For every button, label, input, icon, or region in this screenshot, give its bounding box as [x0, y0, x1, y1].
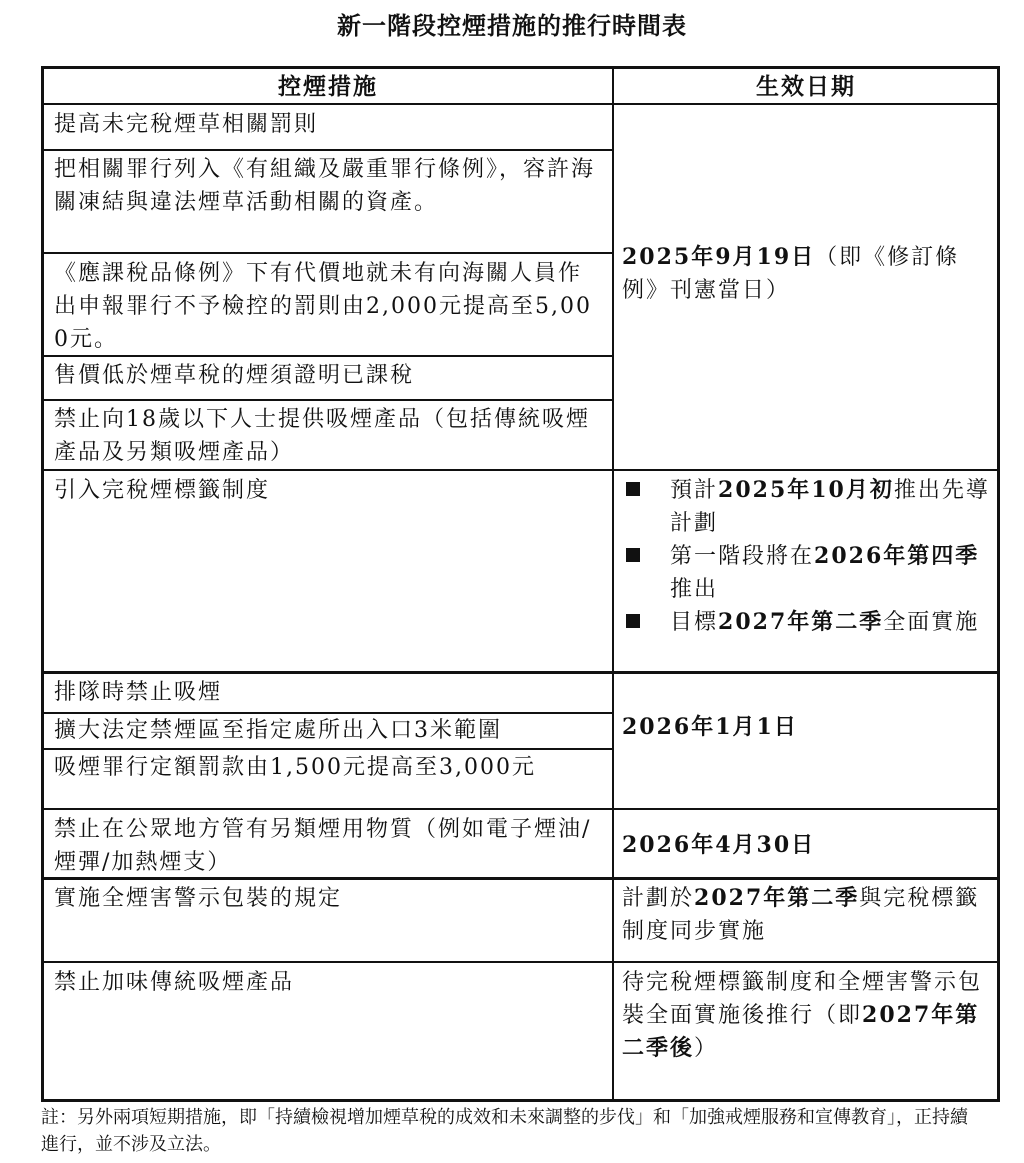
document-title: 新一階段控煙措施的推行時間表	[337, 11, 687, 40]
bullet-text: 預計	[670, 478, 719, 503]
measure-cell: 售價低於煙草稅的煙須證明已課稅	[54, 363, 415, 388]
date-bold: 2027年第二季	[694, 885, 860, 911]
measure-cell: 引入完稅煙標籤制度	[54, 478, 271, 503]
bullet-date: 2027年第二季	[718, 609, 884, 635]
row-divider	[44, 103, 997, 105]
measure-cell: 實施全煙害警示包裝的規定	[54, 886, 343, 911]
measure-cell: 禁止加味傳統吸煙產品	[54, 970, 295, 995]
square-bullet-icon	[626, 614, 640, 628]
row-divider	[44, 252, 612, 254]
bullet-date: 2025年10月初	[718, 477, 894, 503]
bullet-text: 全面實施	[883, 610, 980, 635]
date-text: 待完稅煙標籤制度和全煙害警示包裝全面實施後推行（即	[622, 970, 983, 1028]
effective-date-cell: 2026年1月1日	[622, 714, 798, 740]
row-divider	[44, 149, 612, 151]
bullet-date: 2026年第四季	[814, 543, 980, 569]
date-text: 計劃於	[622, 886, 695, 911]
measure-cell: 禁止向18歲以下人士提供吸煙產品（包括傳統吸煙產品及另類吸煙產品）	[54, 407, 590, 465]
row-divider	[44, 961, 997, 963]
measure-cell: 排隊時禁止吸煙	[54, 680, 223, 705]
date-text: 與完稅標籤制度同步實施	[622, 886, 980, 944]
effective-date-cell	[622, 241, 990, 307]
header-measures: 控煙措施	[278, 73, 378, 100]
measure-cell: 把相關罪行列入《有組織及嚴重罪行條例》，容許海關凍結與違法煙草活動相關的資產。	[54, 157, 596, 215]
effective-date-cell	[622, 882, 990, 948]
date-text: ）	[694, 1036, 719, 1061]
footnote: 註：另外兩項短期措施，即「持續檢視增加煙草稅的成效和未來調整的步伐」和「加強戒煙服務和宣傳教育」，正持續進行，並不涉及立法。	[41, 1107, 968, 1155]
row-divider	[44, 877, 997, 880]
measure-cell: 擴大法定禁煙區至指定處所出入口3米範圍	[54, 718, 502, 743]
header-effective-date: 生效日期	[756, 73, 856, 100]
measure-cell: 吸煙罪行定額罰款由1,500元提高至3,000元	[54, 755, 536, 780]
square-bullet-icon	[626, 482, 640, 496]
measures-table	[41, 66, 1000, 1102]
square-bullet-icon	[626, 548, 640, 562]
date-bold: 2025年9月19日	[622, 244, 816, 270]
bullet-text: 推出先導計劃	[670, 478, 990, 536]
date-bold: 2027年第二季後	[622, 1002, 980, 1061]
row-divider	[44, 399, 612, 401]
row-divider	[44, 671, 997, 674]
row-divider	[44, 355, 612, 357]
effective-date-cell	[622, 966, 990, 1065]
bullet-text: 第一階段將在	[670, 544, 815, 569]
measure-cell: 《應課稅品條例》下有代價地就未有向海關人員作出申報罪行不予檢控的罰則由2,000元提高至5,000元。	[54, 261, 592, 352]
measure-cell: 禁止在公眾地方管有另類煙用物質（例如電子煙油/煙彈/加熱煙支）	[54, 817, 592, 875]
bullet-text: 推出	[670, 577, 719, 602]
row-divider	[44, 469, 997, 471]
column-divider	[612, 69, 614, 1099]
row-divider	[44, 808, 997, 810]
date-note: （即《修訂條例》刊憲當日）	[622, 245, 960, 303]
bullet-text: 目標	[670, 610, 719, 635]
measure-cell: 提高未完稅煙草相關罰則	[54, 112, 319, 137]
row-divider	[44, 748, 612, 750]
effective-date-cell: 2026年4月30日	[622, 832, 816, 858]
